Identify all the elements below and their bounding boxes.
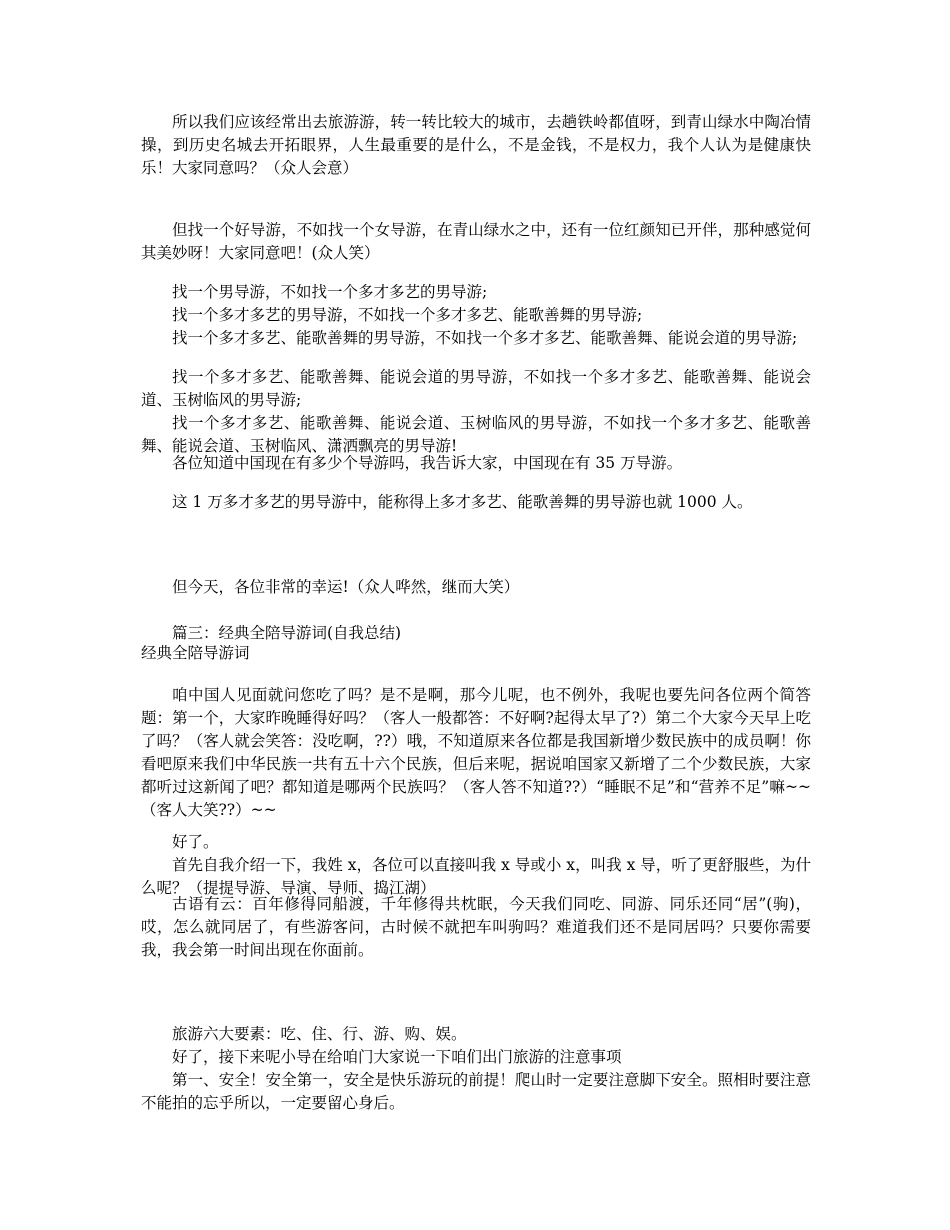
paragraph-six-elements: 旅游六大要素：吃、住、行、游、购、娱。 <box>172 1025 467 1043</box>
paragraph-safety: 第一、安全！安全第一，安全是快乐游玩的前提！爬山时一定要注意脚下安全。照相时要注意不能拍的忘乎所以，一定要留心身后。 <box>141 1071 811 1112</box>
paragraph-notice-intro: 好了，接下来呢小导在给咱门大家说一下咱们出门旅游的注意事项 <box>172 1048 622 1066</box>
paragraph-guide-line-1: 找一个男导游，不如找一个多才多艺的男导游; <box>172 283 488 301</box>
paragraph-lucky-today: 但今天，各位非常的幸运!（众人哗然，继而大笑） <box>172 578 520 596</box>
paragraph-guide-count: 各位知道中国现在有多少个导游吗，我告诉大家，中国现在有 35 万导游。 <box>172 454 683 472</box>
paragraph-guide-line-5: 找一个多才多艺、能歌善舞、能说会道、玉树临风的男导游，不如找一个多才多艺、能歌善舞、能说会道、玉树临风、潇洒飘亮的男导游! <box>141 414 811 455</box>
paragraph-guide-line-4: 找一个多才多艺、能歌善舞、能说会道的男导游，不如找一个多才多艺、能歌善舞、能说会道、玉树临风的男导游; <box>141 368 811 409</box>
paragraph-okay: 好了。 <box>172 833 219 851</box>
paragraph-old-saying: 古语有云：百年修得同船渡，千年修得共枕眠，今天我们同吃、同游、同乐还同“居”(驹)，哎，怎么就同居了，有些游客问，古时候不就把车叫驹吗？难道我们还不是同居吗？只要你需要我，我会第一时间出现在你面前。 <box>141 895 811 959</box>
paragraph-greeting: 咱中国人见面就问您吃了吗？是不是啊，那今儿呢，也不例外，我呢也要先问各位两个简答题：第一个，大家昨晚睡得好吗？（客人一般都答：不好啊?起得太早了?）第二个大家今天早上吃了吗？（客人就会笑答：没吃啊，??）哦，不知道原来各位都是我国新增少数民族中的成员啊！你看吧原来我们中华民族一共有五十六个民族，但后来呢，据说咱国家又新增了二个少数民族，大家都听过这新闻了吧？都知道是哪两个民族吗？（客人答不知道??）“睡眠不足”和“营养不足”嘛~~（客人大笑??）~~ <box>141 686 811 819</box>
paragraph-travel-health: 所以我们应该经常出去旅游游，转一转比较大的城市，去趟铁岭都值呀，到青山绿水中陶冶情操，到历史名城去开拓眼界，人生最重要的是什么，不是金钱，不是权力，我个人认为是健康快乐！大家同意吗？（众人会意） <box>141 113 811 177</box>
paragraph-talented-guides: 这 1 万多才多艺的男导游中，能称得上多才多艺、能歌善舞的男导游也就 1000 人。 <box>172 493 753 511</box>
paragraph-guide-line-3: 找一个多才多艺、能歌善舞的男导游，不如找一个多才多艺、能歌善舞、能说会道的男导游; <box>172 329 798 347</box>
paragraph-guide-line-2: 找一个多才多艺的男导游，不如找一个多才多艺、能歌善舞的男导游; <box>172 306 643 324</box>
section-title: 经典全陪导游词 <box>141 644 250 662</box>
paragraph-female-guide: 但找一个好导游，不如找一个女导游，在青山绿水之中，还有一位红颜知已开伴，那种感觉何其美妙呀！大家同意吧！(众人笑） <box>141 221 811 262</box>
section-heading: 篇三：经典全陪导游词(自我总结) <box>172 624 402 642</box>
paragraph-self-intro: 首先自我介绍一下，我姓 x，各位可以直接叫我 x 导或小 x，叫我 x 导，听了更舒服些，为什么呢？（提提导游、导演、导师、捣江湖） <box>141 856 811 897</box>
